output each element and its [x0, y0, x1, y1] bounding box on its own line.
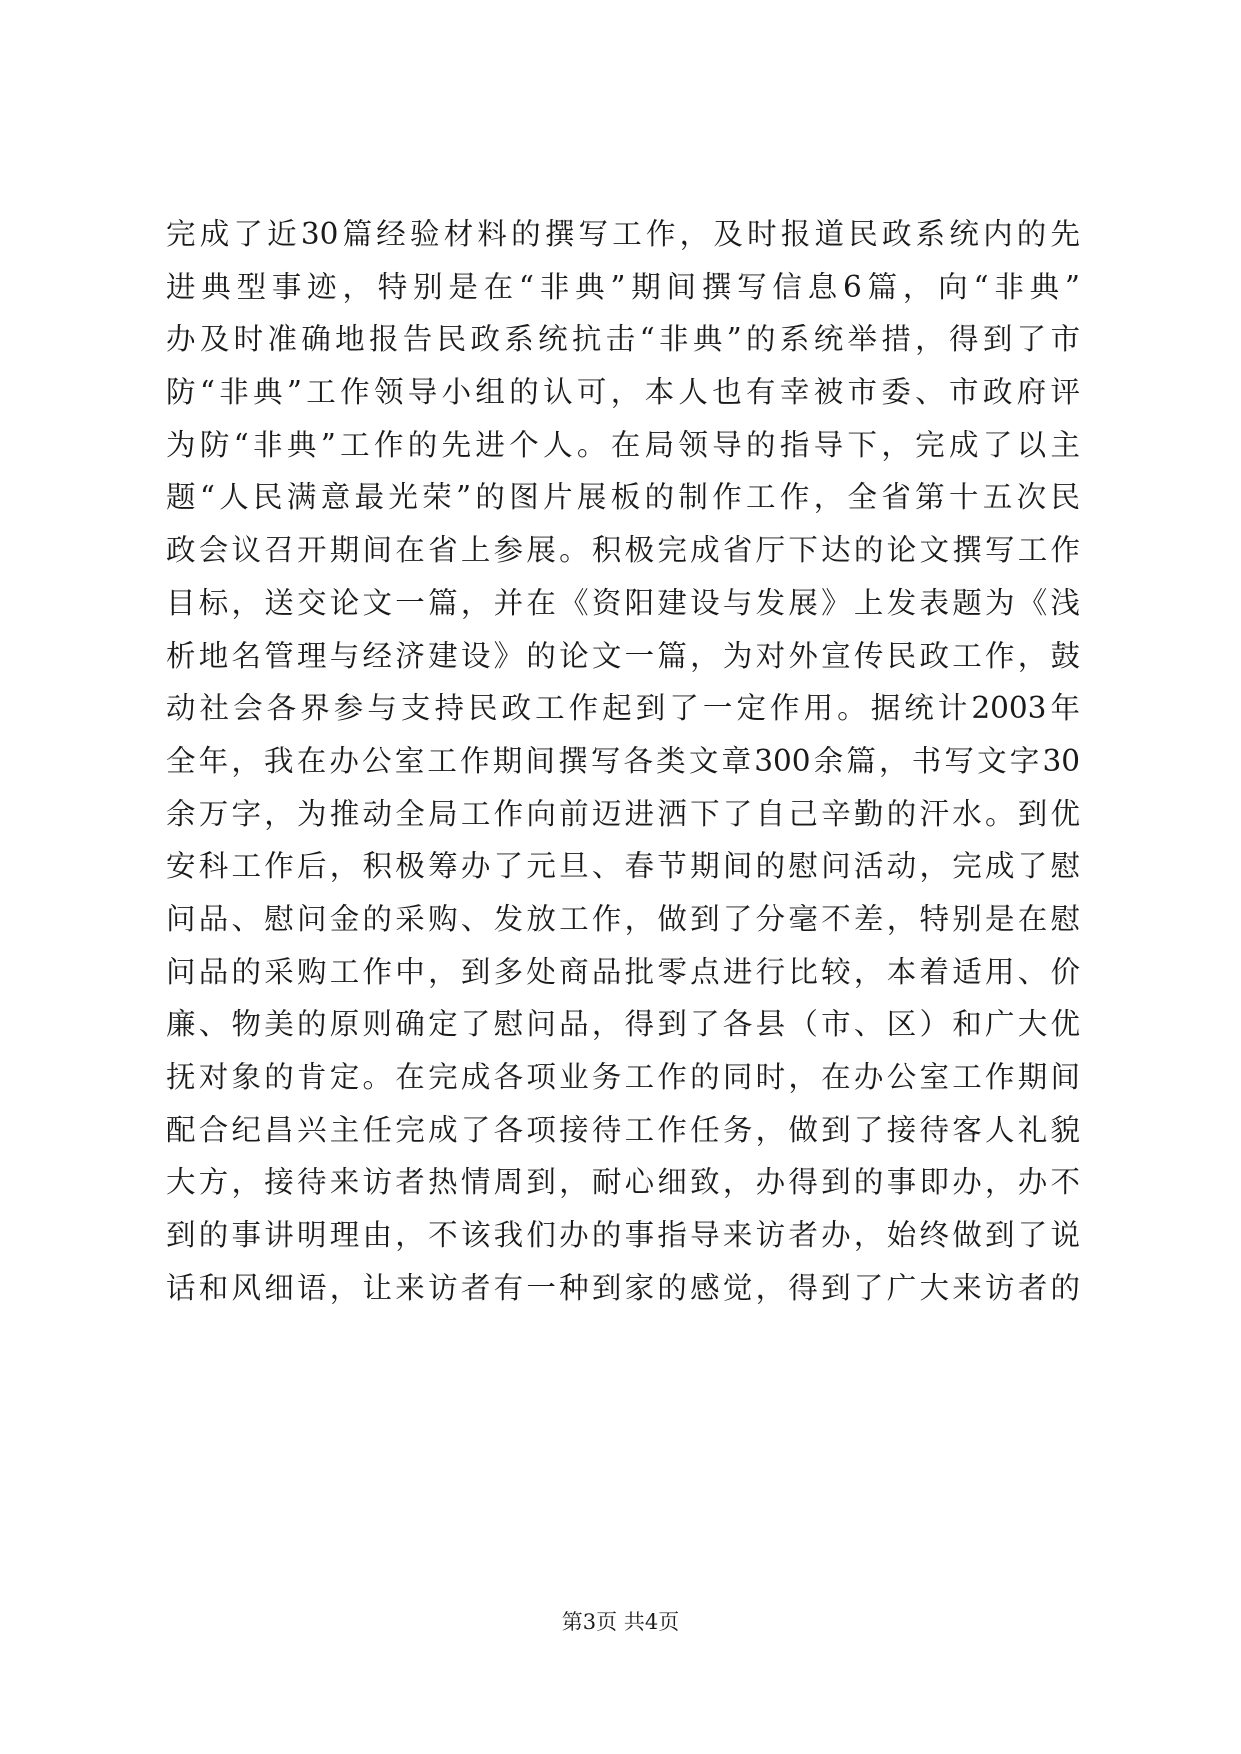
text-line: 办及时准确地报告民政系统抗击“非典”的系统举措，得到了市 [166, 322, 1080, 357]
text-line: 问品的采购工作中，到多处商品批零点进行比较，本着适用、价 [166, 954, 1080, 989]
text-line: 安科工作后，积极筹办了元旦、春节期间的慰问活动，完成了慰 [166, 849, 1080, 884]
body-paragraph [166, 208, 1080, 1314]
text-line: 目标，送交论文一篇，并在《资阳建设与发展》上发表题为《浅 [166, 585, 1080, 620]
text-line: 余万字，为推动全局工作向前迈进洒下了自己辛勤的汗水。到优 [166, 796, 1080, 831]
text-line: 为防“非典”工作的先进个人。在局领导的指导下，完成了以主 [166, 427, 1080, 462]
text-line: 配合纪昌兴主任完成了各项接待工作任务，做到了接待客人礼貌 [166, 1112, 1080, 1147]
text-line: 抚对象的肯定。在完成各项业务工作的同时，在办公室工作期间 [166, 1060, 1080, 1094]
text-line: 到的事讲明理由，不该我们办的事指导来访者办，始终做到了说 [166, 1218, 1080, 1253]
text-line: 话和风细语，让来访者有一种到家的感觉，得到了广大来访者的 [166, 1270, 1080, 1305]
text-line: 动社会各界参与支持民政工作起到了一定作用。据统计2003年 [166, 691, 1080, 726]
text-line: 政会议召开期间在省上参展。积极完成省厅下达的论文撰写工作 [166, 533, 1080, 568]
text-line: 防“非典”工作领导小组的认可，本人也有幸被市委、市政府评 [166, 375, 1080, 410]
text-line: 全年，我在办公室工作期间撰写各类文章300余篇，书写文字30 [166, 743, 1080, 778]
text-line: 析地名管理与经济建设》的论文一篇，为对外宣传民政工作，鼓 [166, 638, 1080, 673]
text-line: 廉、物美的原则确定了慰问品，得到了各县（市、区）和广大优 [166, 1007, 1080, 1042]
text-line: 大方，接待来访者热情周到，耐心细致，办得到的事即办，办不 [166, 1165, 1080, 1200]
text-line: 问品、慰问金的采购、发放工作，做到了分毫不差，特别是在慰 [166, 901, 1080, 936]
text-line: 题“人民满意最光荣”的图片展板的制作工作，全省第十五次民 [166, 480, 1080, 515]
page-footer: 第3页 共4页 [561, 1610, 680, 1634]
text-line: 进典型事迹，特别是在“非典”期间撰写信息6篇，向“非典” [166, 269, 1080, 304]
text-line: 完成了近30篇经验材料的撰写工作，及时报道民政系统内的先 [166, 217, 1080, 251]
